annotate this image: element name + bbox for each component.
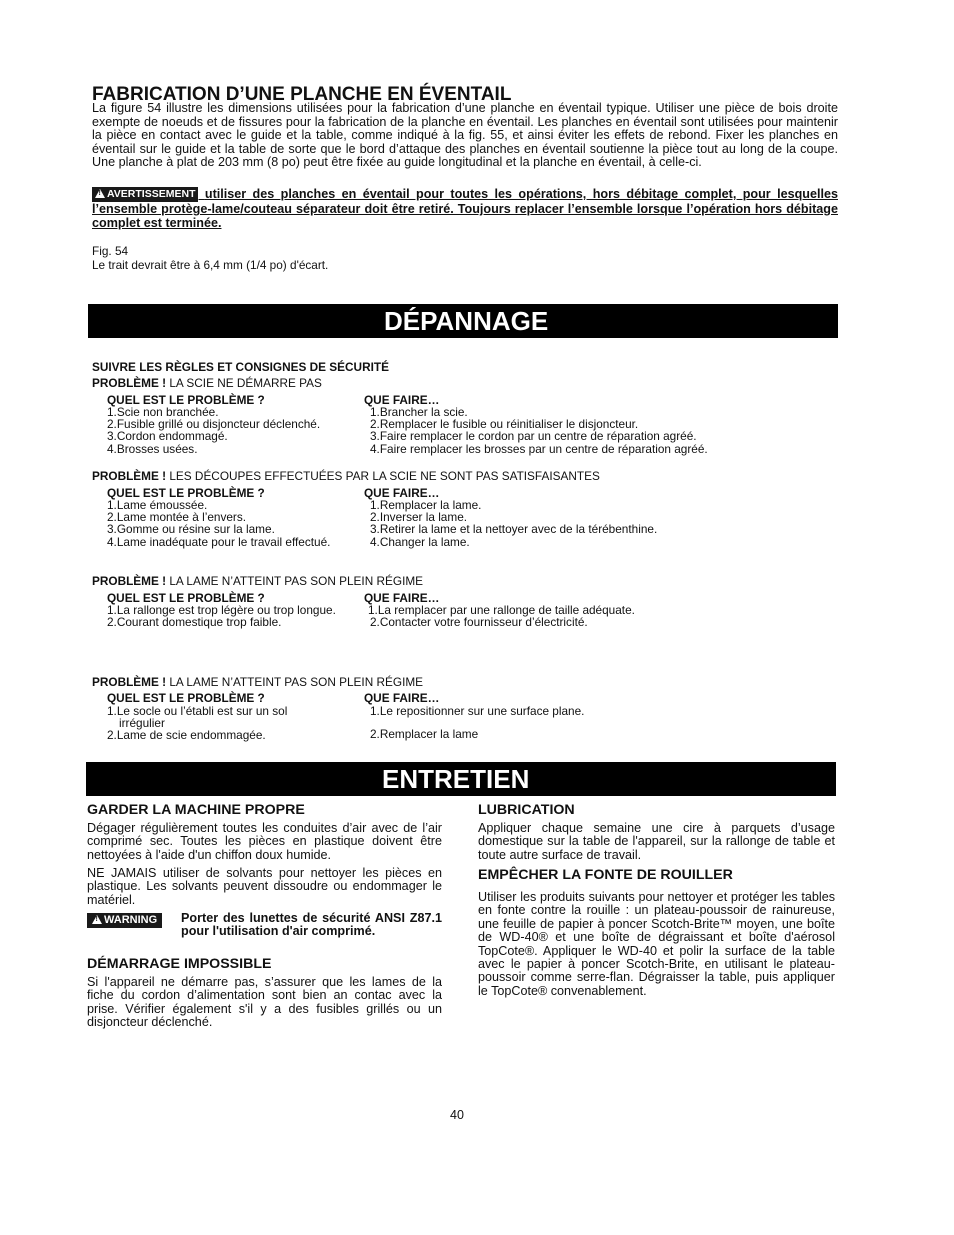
problem-4-fixes — [370, 705, 584, 741]
figure-label: Fig. 54 — [92, 244, 129, 258]
fix-item: 4.Faire remplacer les brosses par un centre de réparation agréé. — [370, 441, 708, 456]
cause-item: 1.Le socle ou l’établi est sur un sol — [107, 704, 288, 718]
figure-caption: Le trait devrait être à 6,4 mm (1/4 po) d'écart. — [92, 258, 329, 272]
clean-machine-p2: NE JAMAIS utiliser de solvants pour nettoyer les pièces en plastique. Les solvants peuvent dissoudre ou endommager le matériel. — [87, 866, 442, 907]
warning-triangle-icon — [95, 189, 105, 198]
cause-item: 4.Lame inadéquate pour le travail effectué. — [107, 534, 331, 549]
clean-machine-heading: GARDER LA MACHINE PROPRE — [87, 802, 305, 818]
cause-item: irrégulier — [119, 716, 165, 731]
warning-triangle-icon — [92, 915, 102, 924]
problem-2-fixes — [370, 499, 657, 548]
problem-3-causes — [107, 604, 336, 628]
no-start-paragraph: Si l'appareil ne démarre pas, s’assurer que les lames de la fiche du cordon d’alimentation sont bien an contac avec la prise. Vérifier également s'il y a des fusibles grillés ou un disjoncteur déclenché. — [87, 975, 442, 1030]
cause-item: 2.Lame de scie endommagée. — [107, 728, 266, 743]
problem-4-heading — [92, 676, 423, 688]
a-header: QUE FAIRE… — [364, 486, 440, 500]
fix-item: 2.Contacter votre fournisseur d’électricité. — [370, 615, 588, 630]
problem-label: PROBLÈME ! — [92, 675, 167, 689]
entretien-banner: ENTRETIEN — [86, 762, 836, 796]
a-header: QUE FAIRE… — [364, 393, 440, 407]
cause-item: 1.Lame émoussée. — [107, 498, 208, 512]
rust-paragraph: Utiliser les produits suivants pour nettoyer et protéger les tables en fonte contre la rouille : un plateau-poussoir de rainureuse, une feuille de papier à poncer Scotch-Brite™ moyen, une boîte de WD-40® et une boîte de dégraissant et boîte d'aérosol TopCote®. Appliquer le WD-40 et polir la surface de la table avec le papier à poncer Scotch-Brite, en utilisant le plateau-poussoir comme serre-flan. Dégraisser la table, puis appliquer le TopCote® convenablement. — [478, 890, 835, 998]
problem-label: PROBLÈME ! — [92, 376, 167, 390]
cause-item: 1.La rallonge est trop légère ou trop longue. — [107, 603, 336, 617]
problem-title: LA LAME N’ATTEINT PAS SON PLEIN RÉGIME — [169, 574, 424, 588]
safety-rules: SUIVRE LES RÈGLES ET CONSIGNES DE SÉCURITÉ — [92, 360, 389, 374]
warning-badge — [92, 187, 198, 202]
problem-title: LA SCIE NE DÉMARRE PAS — [169, 376, 322, 390]
warning-text: utiliser des planches en éventail pour toutes les opérations, hors débitage complet, pour lesquelles l’ensemble protège-lame/couteau séparateur doit être retiré. Toujours replacer l’ensemble lorsque l’opération hors débitage complet est terminée. — [92, 187, 838, 231]
depannage-banner: DÉPANNAGE — [88, 304, 838, 338]
fix-item: 1.Remplacer la lame. — [370, 498, 482, 512]
fix-item: 1.Brancher la scie. — [370, 405, 468, 419]
q-header: QUEL EST LE PROBLÈME ? — [107, 591, 265, 605]
problem-label: PROBLÈME ! — [92, 574, 167, 588]
problem-4-causes — [107, 705, 287, 742]
fix-item: 3.Faire remplacer le cordon par un centre de réparation agréé. — [370, 429, 697, 444]
problem-title: LA LAME N’ATTEINT PAS SON PLEIN RÉGIME — [169, 675, 424, 689]
fix-item: 3.Retirer la lame et la nettoyer avec de la térébenthine. — [370, 522, 658, 537]
problem-2-causes — [107, 499, 330, 548]
problem-title: LES DÉCOUPES EFFECTUÉES PAR LA SCIE NE SONT PAS SATISFAISANTES — [169, 469, 600, 483]
rust-heading: EMPÊCHER LA FONTE DE ROUILLER — [478, 867, 733, 883]
q-header: QUEL EST LE PROBLÈME ? — [107, 691, 265, 705]
cause-item: 3.Gomme ou résine sur la lame. — [107, 522, 275, 537]
a-header: QUE FAIRE… — [364, 691, 440, 705]
fan-board-warning — [92, 187, 838, 230]
section-title-fan-board: FABRICATION D’UNE PLANCHE EN ÉVENTAIL — [92, 84, 512, 105]
problem-3-fixes — [368, 604, 635, 628]
page-number: 40 — [450, 1108, 464, 1122]
problem-1-fixes — [370, 406, 708, 455]
problem-label: PROBLÈME ! — [92, 469, 167, 483]
fix-item: 4.Changer la lame. — [370, 534, 470, 549]
fan-board-paragraph: La figure 54 illustre les dimensions utilisées pour la fabrication d’une planche en éventail typique. Utiliser une pièce de bois droite exempte de noeuds et de fissures pour la fabrication de la planche en éventail. Les planches en éventail sont utilisées pour maintenir la pièce en contact avec le guide et la table, comme indiqué à la fig. 55, et ainsi éviter les effets de rebond. Fixer les planches en éventail sur le guide et la table de sorte que le bord d’attaque des planches en éventail soutienne la pièce tout au long de la coupe. Une planche à plat de 203 mm (8 po) peut être fixée au guide longitudinal et la planche en éventail, à celle-ci. — [92, 101, 838, 170]
problem-1-heading — [92, 377, 322, 389]
fix-item: 1.La remplacer par une rallonge de taille adéquate. — [368, 603, 635, 617]
fix-item: 2.Remplacer la lame — [370, 727, 479, 742]
clean-machine-p1: Dégager régulièrement toutes les conduites d’air avec de l’air comprimé sec. Toutes les pièces en plastique doivent être nettoyées à l'aide d'un chiffon doux humide. — [87, 821, 442, 862]
q-header: QUEL EST LE PROBLÈME ? — [107, 486, 265, 500]
warning-badge-label: AVERTISSEMENT — [107, 188, 196, 201]
problem-1-causes — [107, 406, 320, 455]
q-header: QUEL EST LE PROBLÈME ? — [107, 393, 265, 407]
cause-item: 2.Lame montée à l’envers. — [107, 510, 247, 525]
fix-item: 2.Inverser la lame. — [370, 510, 468, 525]
cause-item: 2.Courant domestique trop faible. — [107, 615, 282, 630]
fix-item: 2.Remplacer le fusible ou réinitialiser le disjoncteur. — [370, 417, 639, 432]
safety-glasses-warning: Porter des lunettes de sécurité ANSI Z87.1 pour l'utilisation d'air comprimé. — [181, 911, 442, 939]
warning-badge-label: WARNING — [104, 914, 158, 927]
fix-item: 1.Le repositionner sur une surface plane. — [370, 704, 585, 718]
cause-item: 2.Fusible grillé ou disjoncteur déclenché. — [107, 417, 321, 432]
warning-text-block — [92, 187, 838, 230]
problem-3-heading — [92, 575, 423, 587]
lubrication-paragraph: Appliquer chaque semaine une cire à parquets d’usage domestique sur la table de l'appareil, sur la rallonge de table et toute autre surface de travail. — [478, 821, 835, 862]
cause-item: 1.Scie non branchée. — [107, 405, 219, 419]
problem-2-heading — [92, 470, 600, 482]
cause-item: 4.Brosses usées. — [107, 441, 198, 456]
lubrication-heading: LUBRICATION — [478, 802, 575, 818]
no-start-heading: DÉMARRAGE IMPOSSIBLE — [87, 956, 272, 972]
warning-badge-box — [87, 913, 162, 928]
a-header: QUE FAIRE… — [364, 591, 440, 605]
warning-badge-2 — [87, 912, 162, 930]
cause-item: 3.Cordon endommagé. — [107, 429, 228, 444]
